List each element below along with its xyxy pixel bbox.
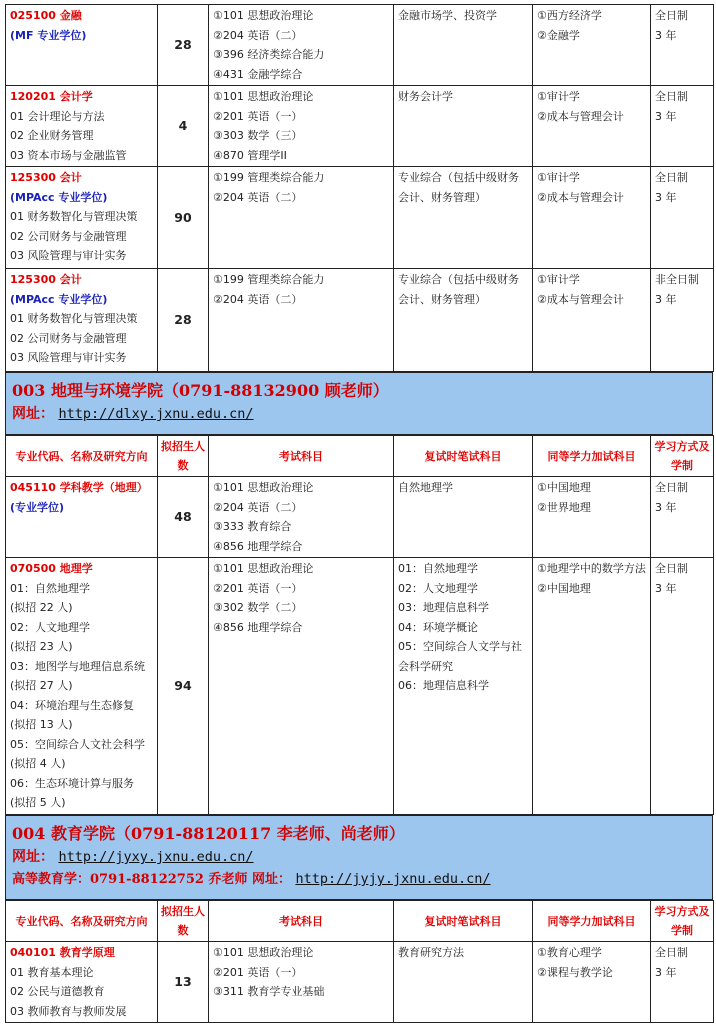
- study-mode: 全日制: [655, 562, 688, 575]
- program-quota: 13: [158, 942, 209, 1023]
- program-mode-cell: [651, 167, 714, 269]
- section-004-sub-label: 高等教育学：0791-88122752 乔老师 网址：: [12, 872, 291, 887]
- section-004-sub-url-link[interactable]: http://jyjy.jxnu.edu.cn/: [295, 871, 491, 887]
- program-quota: 28: [158, 5, 209, 86]
- exam-subject: ③311 教育学专业基础: [213, 985, 325, 998]
- program-quota: 28: [158, 269, 209, 372]
- extra-exam-subject: ②课程与教学论: [537, 965, 613, 979]
- retest-subject: 财务会计学: [398, 90, 453, 103]
- programs-table-003: [5, 435, 714, 815]
- extra-exam-subject: ①地理学中的数学方法: [537, 562, 646, 575]
- retest-subject: 05：空间综合人文学与社会科学研究: [398, 640, 522, 673]
- extra-exam-subject: ①教育心理学: [537, 946, 602, 959]
- program-code: 125300 会计: [10, 171, 82, 184]
- program-retest-cell: [394, 167, 533, 269]
- exam-subject: ③333 教育综合: [213, 520, 292, 533]
- header-extra: 同等学力加试科目: [533, 436, 651, 477]
- section-004-url-line: [12, 846, 706, 868]
- header-retest: 复试时笔试科目: [394, 901, 533, 942]
- retest-subject: 03：地理信息科学: [398, 601, 489, 614]
- header-exam: 考试科目: [209, 901, 394, 942]
- section-004-url-link[interactable]: http://jyxy.jxnu.edu.cn/: [58, 849, 254, 865]
- research-direction: 03 风险管理与审计实务: [10, 249, 127, 262]
- program-code: 045110 学科教学（地理）: [10, 481, 148, 494]
- study-mode: 3 年: [655, 190, 677, 204]
- programs-table-top: [5, 4, 714, 372]
- section-004-title: 004 教育学院（0791-88120117 李老师、尚老师）: [12, 824, 405, 843]
- program-row: [6, 558, 714, 815]
- program-code: 120201 会计学: [10, 90, 93, 103]
- retest-subject: 专业综合（包括中级财务会计、财务管理）: [398, 273, 519, 306]
- research-direction: 01 财务数智化与管理决策: [10, 210, 138, 223]
- program-quota: 90: [158, 167, 209, 269]
- exam-subject: ②201 英语（一）: [213, 109, 303, 123]
- retest-subject: 自然地理学: [398, 481, 453, 494]
- research-direction: (拟招 5 人): [10, 796, 66, 809]
- program-row: [6, 942, 714, 1023]
- program-major-cell: [6, 269, 158, 372]
- research-direction: (拟招 4 人): [10, 757, 66, 770]
- program-exam-cell: [209, 86, 394, 167]
- program-degree-type: (MF 专业学位): [10, 28, 87, 42]
- program-retest-cell: [394, 5, 533, 86]
- research-direction: 05：空间综合人文社会科学: [10, 737, 145, 751]
- exam-subject: ①199 管理类综合能力: [213, 171, 325, 184]
- research-direction: 06：生态环境计算与服务: [10, 776, 134, 790]
- exam-subject: ④431 金融学综合: [213, 67, 303, 81]
- exam-subject: ②204 英语（二）: [213, 190, 303, 204]
- table-header-row: [6, 901, 714, 942]
- retest-subject: 教育研究方法: [398, 946, 464, 959]
- exam-subject: ②204 英语（二）: [213, 292, 303, 306]
- research-direction: 01：自然地理学: [10, 581, 90, 595]
- research-direction: 01 教育基本理论: [10, 965, 94, 979]
- program-major-cell: [6, 942, 158, 1023]
- section-003-title: 003 地理与环境学院（0791-88132900 顾老师）: [12, 381, 389, 400]
- program-row: [6, 269, 714, 372]
- extra-exam-subject: ①审计学: [537, 171, 580, 184]
- retest-subject: 04：环境学概论: [398, 620, 478, 634]
- program-row: [6, 5, 714, 86]
- program-degree-type: (MPAcc 专业学位): [10, 292, 108, 306]
- extra-exam-subject: ①审计学: [537, 90, 580, 103]
- header-mode: 学习方式及学制: [651, 436, 714, 477]
- program-major-cell: [6, 5, 158, 86]
- header-mode: 学习方式及学制: [651, 901, 714, 942]
- exam-subject: ③396 经济类综合能力: [213, 48, 325, 61]
- extra-exam-subject: ②成本与管理会计: [537, 109, 624, 123]
- retest-subject: 01：自然地理学: [398, 562, 478, 575]
- section-003-url-link[interactable]: http://dlxy.jxnu.edu.cn/: [58, 406, 254, 422]
- program-exam-cell: [209, 269, 394, 372]
- research-direction: 03 教师教育与教师发展: [10, 1004, 127, 1018]
- study-mode: 全日制: [655, 90, 688, 103]
- program-retest-cell: [394, 269, 533, 372]
- exam-subject: ①199 管理类综合能力: [213, 273, 325, 286]
- header-retest: 复试时笔试科目: [394, 436, 533, 477]
- study-mode: 3 年: [655, 109, 677, 123]
- program-retest-cell: [394, 942, 533, 1023]
- program-code: 070500 地理学: [10, 562, 93, 575]
- study-mode: 3 年: [655, 28, 677, 42]
- program-major-cell: [6, 167, 158, 269]
- extra-exam-subject: ②成本与管理会计: [537, 292, 624, 306]
- program-mode-cell: [651, 86, 714, 167]
- program-mode-cell: [651, 269, 714, 372]
- exam-subject: ③303 数学（三）: [213, 129, 303, 142]
- research-direction: 01 会计理论与方法: [10, 109, 105, 123]
- program-exam-cell: [209, 5, 394, 86]
- extra-exam-subject: ①西方经济学: [537, 9, 602, 22]
- header-major: 专业代码、名称及研究方向: [6, 901, 158, 942]
- exam-subject: ①101 思想政治理论: [213, 562, 314, 575]
- program-quota: 94: [158, 558, 209, 815]
- research-direction: 03：地图学与地理信息系统: [10, 659, 145, 673]
- program-mode-cell: [651, 942, 714, 1023]
- study-mode: 全日制: [655, 481, 688, 494]
- section-004-header: [5, 815, 713, 900]
- section-004-url-label: 网址：: [12, 849, 54, 865]
- program-retest-cell: [394, 477, 533, 558]
- study-mode: 全日制: [655, 946, 688, 959]
- section-003-header: [5, 372, 713, 435]
- program-extra-cell: [533, 5, 651, 86]
- program-row: [6, 86, 714, 167]
- research-direction: 03 风险管理与审计实务: [10, 351, 127, 364]
- exam-subject: ①101 思想政治理论: [213, 946, 314, 959]
- extra-exam-subject: ②成本与管理会计: [537, 190, 624, 204]
- study-mode: 3 年: [655, 292, 677, 306]
- study-mode: 3 年: [655, 581, 677, 595]
- header-extra: 同等学力加试科目: [533, 901, 651, 942]
- retest-subject: 06：地理信息科学: [398, 679, 489, 692]
- program-quota: 48: [158, 477, 209, 558]
- program-exam-cell: [209, 558, 394, 815]
- exam-subject: ②204 英语（二）: [213, 28, 303, 42]
- program-mode-cell: [651, 5, 714, 86]
- study-mode: 非全日制: [655, 273, 699, 286]
- retest-subject: 02：人文地理学: [398, 581, 478, 595]
- research-direction: 02 公司财务与金融管理: [10, 229, 127, 243]
- program-exam-cell: [209, 477, 394, 558]
- header-quota: 拟招生人数: [158, 901, 209, 942]
- table-header-row: [6, 436, 714, 477]
- program-exam-cell: [209, 942, 394, 1023]
- research-direction: (拟招 13 人): [10, 718, 73, 731]
- program-extra-cell: [533, 942, 651, 1023]
- program-extra-cell: [533, 86, 651, 167]
- exam-subject: ①101 思想政治理论: [213, 9, 314, 22]
- program-retest-cell: [394, 86, 533, 167]
- extra-exam-subject: ②金融学: [537, 28, 580, 42]
- research-direction: 02 公民与道德教育: [10, 985, 105, 998]
- research-direction: (拟招 22 人): [10, 601, 73, 614]
- section-003-url-line: [12, 403, 706, 425]
- header-exam: 考试科目: [209, 436, 394, 477]
- retest-subject: 金融市场学、投资学: [398, 9, 497, 22]
- program-extra-cell: [533, 167, 651, 269]
- program-degree-type: (MPAcc 专业学位): [10, 190, 108, 204]
- research-direction: 02 企业财务管理: [10, 129, 94, 142]
- programs-004-body: [6, 942, 714, 1023]
- exam-subject: ④870 管理学II: [213, 148, 287, 162]
- research-direction: 02 公司财务与金融管理: [10, 331, 127, 345]
- study-mode: 3 年: [655, 500, 677, 514]
- exam-subject: ②201 英语（一）: [213, 965, 303, 979]
- section-003-url-label: 网址：: [12, 406, 54, 422]
- research-direction: 01 财务数智化与管理决策: [10, 312, 138, 325]
- program-major-cell: [6, 558, 158, 815]
- header-quota: 拟招生人数: [158, 436, 209, 477]
- study-mode: 全日制: [655, 171, 688, 184]
- extra-exam-subject: ②中国地理: [537, 581, 591, 595]
- research-direction: 03 资本市场与金融监管: [10, 148, 127, 162]
- section-004-sub-line: [12, 868, 706, 891]
- program-mode-cell: [651, 558, 714, 815]
- program-major-cell: [6, 86, 158, 167]
- program-code: 025100 金融: [10, 9, 82, 22]
- exam-subject: ②201 英语（一）: [213, 581, 303, 595]
- research-direction: 04：环境治理与生态修复: [10, 698, 134, 712]
- program-row: [6, 477, 714, 558]
- exam-subject: ④856 地理学综合: [213, 620, 303, 634]
- program-extra-cell: [533, 558, 651, 815]
- program-retest-cell: [394, 558, 533, 815]
- admissions-catalog: [5, 4, 713, 1023]
- program-extra-cell: [533, 477, 651, 558]
- exam-subject: ③302 数学（二）: [213, 601, 303, 614]
- program-exam-cell: [209, 167, 394, 269]
- program-code: 125300 会计: [10, 273, 82, 286]
- programs-table-004: [5, 900, 714, 1023]
- extra-exam-subject: ①中国地理: [537, 481, 591, 494]
- extra-exam-subject: ②世界地理: [537, 500, 591, 514]
- program-row: [6, 167, 714, 269]
- research-direction: (拟招 27 人): [10, 679, 73, 692]
- header-major: 专业代码、名称及研究方向: [6, 436, 158, 477]
- exam-subject: ④856 地理学综合: [213, 539, 303, 553]
- program-code: 040101 教育学原理: [10, 946, 115, 959]
- programs-top-body: [6, 5, 714, 372]
- program-mode-cell: [651, 477, 714, 558]
- research-direction: 02：人文地理学: [10, 620, 90, 634]
- study-mode: 全日制: [655, 9, 688, 22]
- research-direction: (拟招 23 人): [10, 640, 73, 653]
- extra-exam-subject: ①审计学: [537, 273, 580, 286]
- exam-subject: ②204 英语（二）: [213, 500, 303, 514]
- program-extra-cell: [533, 269, 651, 372]
- exam-subject: ①101 思想政治理论: [213, 90, 314, 103]
- exam-subject: ①101 思想政治理论: [213, 481, 314, 494]
- programs-003-body: [6, 477, 714, 815]
- program-major-cell: [6, 477, 158, 558]
- retest-subject: 专业综合（包括中级财务会计、财务管理）: [398, 171, 519, 204]
- program-degree-type: (专业学位): [10, 500, 65, 514]
- study-mode: 3 年: [655, 965, 677, 979]
- program-quota: 4: [158, 86, 209, 167]
